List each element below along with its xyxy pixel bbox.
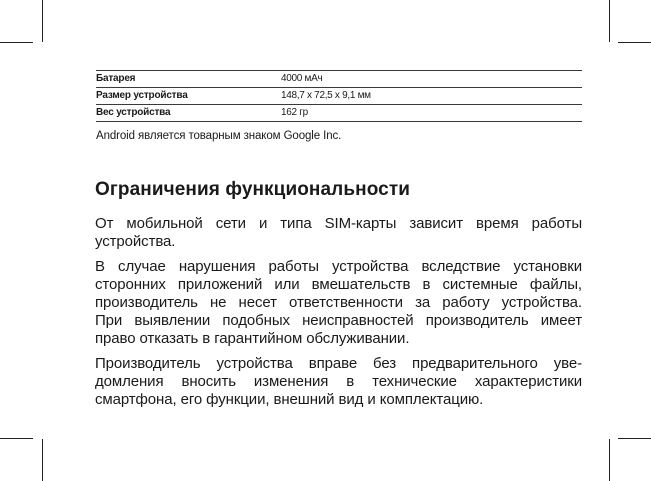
- spec-row-size: [96, 88, 582, 105]
- spec-value: 162 гр: [281, 107, 308, 118]
- spec-label: Размер устройства: [96, 90, 188, 101]
- trademark-note: Android является товарным знаком Google Inc.: [96, 130, 342, 142]
- paragraph: [95, 355, 582, 409]
- crop-mark-top-right-horizontal: [618, 42, 651, 43]
- crop-mark-bottom-right-horizontal: [618, 438, 651, 439]
- spec-row-battery: [96, 71, 582, 88]
- paragraph-line: право отказать в гарантийном обслуживании.: [95, 330, 410, 347]
- paragraph: [95, 215, 582, 251]
- spec-label: Батарея: [96, 73, 136, 84]
- paragraph-line: От мобильной сети и типа SIM-карты зависит время работы: [95, 215, 582, 232]
- paragraph-line: домления вносить изменения в технические характеристики: [95, 373, 582, 390]
- spec-row-weight: [96, 105, 582, 122]
- paragraph-line: производитель не несет ответственности за работу устройства.: [95, 294, 582, 311]
- crop-mark-bottom-right-vertical: [609, 439, 610, 481]
- crop-mark-top-right-vertical: [609, 0, 610, 42]
- paragraph: [95, 258, 582, 348]
- spec-value: 4000 мАч: [281, 73, 323, 84]
- crop-mark-bottom-left-horizontal: [0, 438, 33, 439]
- paragraph-line: В случае нарушения работы устройства вследствие установки: [95, 258, 582, 275]
- crop-mark-bottom-left-vertical: [42, 439, 43, 481]
- spec-label: Вес устройства: [96, 107, 171, 118]
- section-body: [95, 215, 582, 416]
- paragraph-line: устройства.: [95, 233, 176, 250]
- crop-mark-top-left-horizontal: [0, 42, 33, 43]
- paragraph-line: смартфона, его функции, внешний вид и комплектацию.: [95, 391, 484, 408]
- paragraph-line: При выявлении подобных неисправностей производитель имеет: [95, 312, 582, 329]
- crop-mark-top-left-vertical: [42, 0, 43, 42]
- spec-value: 148,7 х 72,5 х 9,1 мм: [281, 90, 371, 101]
- paragraph-line: сторонних приложений или вмешательств в системные файлы,: [95, 276, 582, 293]
- section-title: Ограничения функциональности: [95, 179, 411, 200]
- specs-table: [96, 70, 582, 122]
- paragraph-line: Производитель устройства вправе без предварительного уве-: [95, 355, 582, 372]
